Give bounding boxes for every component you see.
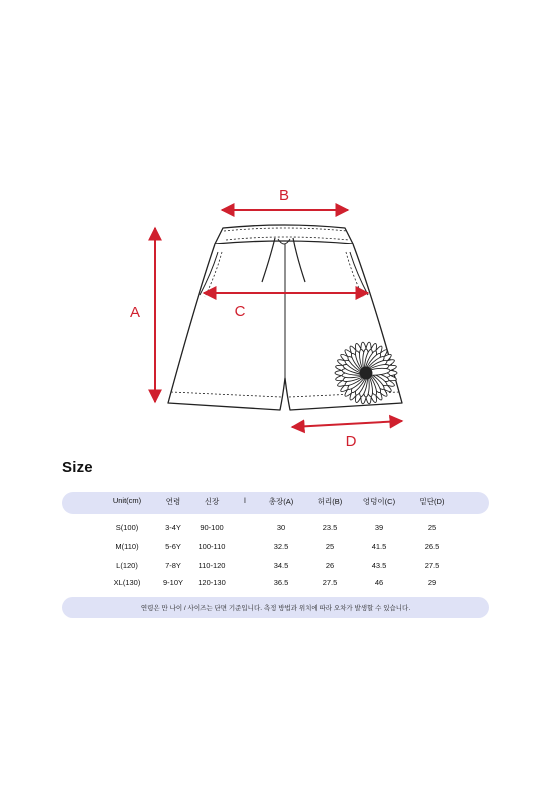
cell-waist: 27.5 bbox=[322, 578, 338, 587]
table-row bbox=[62, 578, 489, 592]
cell-hip: 41.5 bbox=[371, 542, 387, 551]
cell-waist: 26 bbox=[325, 561, 335, 570]
cell-hem: 26.5 bbox=[424, 542, 440, 551]
cell-height: 120-130 bbox=[198, 578, 226, 587]
size-title: Size bbox=[62, 459, 93, 476]
header-age: 연령 bbox=[165, 497, 181, 506]
table-row bbox=[62, 542, 489, 556]
cell-hip: 43.5 bbox=[371, 561, 387, 570]
cell-height: 110-120 bbox=[198, 561, 226, 570]
footnote-text: 연령은 만 나이 / 사이즈는 단면 기준입니다. 측정 방법과 위치에 따라 오차가 발생할 수 있습니다. bbox=[140, 605, 411, 612]
header-waist: 허리(B) bbox=[317, 497, 343, 506]
cell-age: 9-10Y bbox=[162, 578, 184, 587]
label-d: D bbox=[345, 433, 357, 450]
daisy-center bbox=[360, 367, 372, 379]
cell-hem: 25 bbox=[427, 523, 437, 532]
label-b: B bbox=[278, 187, 290, 204]
cell-age: 3-4Y bbox=[165, 523, 181, 532]
cell-size: XL(130) bbox=[113, 578, 141, 587]
cell-size: M(110) bbox=[115, 542, 139, 551]
header-hip: 엉덩이(C) bbox=[362, 497, 396, 506]
table-row bbox=[62, 561, 489, 575]
cell-hem: 29 bbox=[427, 578, 437, 587]
cell-length: 36.5 bbox=[273, 578, 289, 587]
cell-size: S(100) bbox=[115, 523, 139, 532]
table-row bbox=[62, 523, 489, 537]
cell-waist: 23.5 bbox=[322, 523, 338, 532]
header-hem: 밑단(D) bbox=[419, 497, 445, 506]
cell-age: 5-6Y bbox=[165, 542, 181, 551]
cell-height: 100-110 bbox=[198, 542, 226, 551]
cell-hip: 39 bbox=[374, 523, 384, 532]
header-length: 총장(A) bbox=[268, 497, 294, 506]
cell-age: 7-8Y bbox=[165, 561, 181, 570]
header-height: 신장 bbox=[204, 497, 220, 506]
cell-hip: 46 bbox=[374, 578, 384, 587]
cell-length: 30 bbox=[276, 523, 286, 532]
cell-height: 90-100 bbox=[200, 523, 224, 532]
cell-size: L(120) bbox=[116, 561, 138, 570]
cell-hem: 27.5 bbox=[424, 561, 440, 570]
cell-length: 32.5 bbox=[273, 542, 289, 551]
cell-length: 34.5 bbox=[273, 561, 289, 570]
header-unit: Unit(cm) bbox=[112, 496, 142, 505]
cell-waist: 25 bbox=[325, 542, 335, 551]
header-divider: l bbox=[244, 496, 246, 505]
label-c: C bbox=[234, 303, 246, 320]
label-a: A bbox=[129, 304, 141, 321]
table-header-bar bbox=[62, 492, 489, 514]
footnote-bar bbox=[62, 597, 489, 618]
table-header-row bbox=[62, 496, 489, 510]
